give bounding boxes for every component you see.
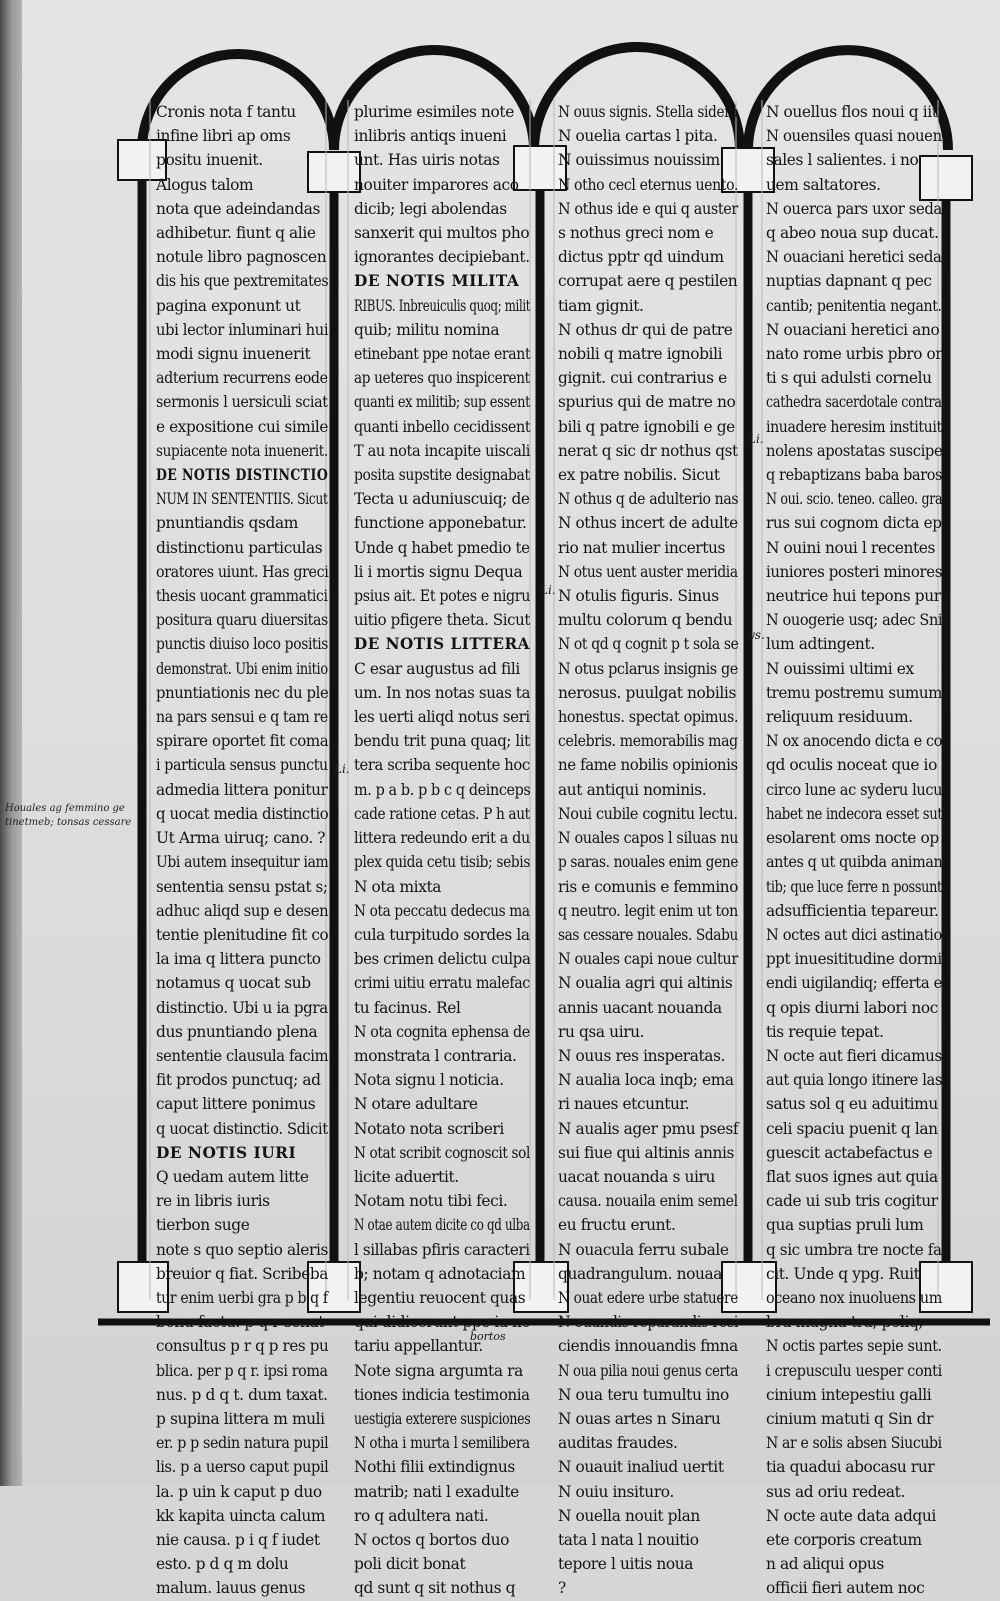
manuscript-line: endi uigilandiq; efferta e	[766, 974, 943, 993]
manuscript-line: N octes aut dici astinatio	[766, 925, 942, 944]
manuscript-line: neutrice hui tepons pur	[766, 587, 941, 606]
manuscript-line: rus sui cognom dicta ep	[766, 514, 942, 533]
manuscript-line: tepore l uitis noua	[558, 1555, 693, 1574]
manuscript-line: Notato nota scriberi	[354, 1119, 504, 1138]
manuscript-line: N ouiu insituro.	[558, 1482, 674, 1501]
manuscript-line: N ota cognita ephensa de	[354, 1022, 530, 1041]
manuscript-line: celebris. memorabilis mag	[558, 732, 738, 751]
manuscript-line: Nothi filii extindignus	[354, 1458, 515, 1477]
manuscript-line: tiam gignit.	[558, 296, 644, 315]
manuscript-line: Unde q habet pmedio te	[354, 538, 530, 557]
manuscript-line: esolarent oms nocte op	[766, 829, 939, 848]
manuscript-line: nato rome urbis pbro or	[766, 345, 943, 364]
manuscript-line: RIBUS. Inbreuiculis quoq; milit	[354, 296, 531, 315]
manuscript-line: Notam notu tibi feci.	[354, 1192, 508, 1211]
manuscript-line: um. In nos notas suas ta	[354, 683, 531, 702]
manuscript-line: N octos q bortos duo	[354, 1530, 509, 1549]
manuscript-line: legentiu reuocent quas	[354, 1288, 526, 1307]
manuscript-line: reliquum residuum.	[766, 708, 913, 727]
manuscript-line: N oualia agri qui altinis	[558, 974, 733, 993]
manuscript-line: gignit. cui contrarius e	[558, 369, 727, 388]
manuscript-line: punctis diuiso loco positis	[156, 635, 329, 654]
manuscript-line: N ota peccatu dedecus ma	[354, 901, 530, 920]
text-column-1	[156, 100, 329, 1598]
manuscript-line: N ouissimus nouissim	[558, 151, 720, 170]
manuscript-line: tur enim uerbi gra p b q f	[156, 1288, 328, 1307]
manuscript-line: uitio pfigere theta. Sicut	[354, 611, 530, 630]
manuscript-line: qd oculis noceat que io	[766, 756, 937, 775]
manuscript-line: N otus pclarus insignis ge	[558, 659, 738, 678]
manuscript-line: N ouales capi noue cultur	[558, 950, 738, 969]
manuscript-line: tentie plenitudine fit co	[156, 925, 329, 944]
manuscript-line: cinium matuti q Sin dr	[766, 1409, 934, 1428]
manuscript-line: ignorantes decipiebant.	[354, 248, 530, 267]
manuscript-line: ppt inuesititudine dormi	[766, 950, 942, 969]
manuscript-line: thesis uocant grammatici	[156, 587, 328, 606]
manuscript-line: multu colorum q bendu	[558, 611, 733, 630]
manuscript-line: DE NOTIS DISTINCTIO	[156, 466, 329, 485]
manuscript-line: q abeo noua sup ducat.	[766, 224, 939, 243]
manuscript-line: Note signa argumta ra	[354, 1361, 523, 1380]
manuscript-line: N othus dr qui de patre	[558, 320, 733, 339]
text-column-2	[354, 100, 531, 1598]
manuscript-line: quadrangulum. nouaa	[558, 1264, 723, 1283]
manuscript-line: n ad aliqui opus	[766, 1555, 884, 1574]
manuscript-line: dis his que pextremitates	[156, 272, 329, 291]
manuscript-line: N ouella nouit plan	[558, 1506, 700, 1525]
manuscript-line: positu inuenit.	[156, 151, 263, 170]
manuscript-line: adterium recurrens eode	[156, 369, 328, 388]
manuscript-line: N aualia loca inqb; ema	[558, 1071, 734, 1090]
manuscript-line: nerosus. puulgat nobilis	[558, 683, 736, 702]
manuscript-line: tremu postremu sumum	[766, 683, 943, 702]
manuscript-line: functione apponebatur.	[354, 514, 527, 533]
manuscript-line: N ouauit inaliud uertit	[558, 1458, 724, 1477]
manuscript-line: cantib; penitentia negant.	[766, 296, 942, 315]
manuscript-line: N otha i murta l semilibera	[354, 1434, 530, 1453]
manuscript-line: honestus. spectat opimus.	[558, 708, 739, 727]
manuscript-line: N ouini noui l recentes	[766, 538, 936, 557]
manuscript-line: N ouat edere urbe statuere	[558, 1288, 738, 1307]
manuscript-line: DE NOTIS IURI	[156, 1143, 297, 1162]
manuscript-line: spurius qui de matre no	[558, 393, 736, 412]
manuscript-line: N ouales capos l siluas nu	[558, 829, 739, 848]
manuscript-line: tiones indicia testimonia	[354, 1385, 530, 1404]
manuscript-line: N ouandis reparandis resi	[558, 1313, 739, 1332]
manuscript-line: circo lune ac syderu lucu	[766, 780, 943, 799]
manuscript-line: modi signu inuenerit	[156, 345, 311, 364]
manuscript-line: infine libri ap oms	[156, 127, 291, 146]
manuscript-line: cula turpitudo sordes la	[354, 925, 530, 944]
manuscript-line: sermonis l uersiculi sciat	[156, 393, 328, 412]
manuscript-line: N aualis ager pmu psesf	[558, 1119, 739, 1138]
manuscript-line: demonstrat. Ubi enim initio	[156, 659, 328, 678]
manuscript-line: re in libris iuris	[156, 1192, 270, 1211]
manuscript-line: monstrata l contraria.	[354, 1046, 517, 1065]
manuscript-line: N otus uent auster meridia	[558, 562, 738, 581]
manuscript-line: Ut Arma uiruq; cano. ?	[156, 829, 326, 848]
manuscript-line: qua suptias pruli lum	[766, 1216, 924, 1235]
manuscript-line: uestigia exterere suspiciones	[354, 1409, 531, 1428]
manuscript-line: tia quadui abocasu rur	[766, 1458, 935, 1477]
manuscript-line: nouiter imparores aco	[354, 175, 519, 194]
manuscript-line: b; notam q adnotaciam	[354, 1264, 526, 1283]
manuscript-line: li i mortis signu Dequa	[354, 562, 523, 581]
manuscript-line: N ouissimi ultimi ex	[766, 659, 914, 678]
manuscript-line: nobili q matre ignobili	[558, 345, 723, 364]
manuscript-line: etinebant ppe notae erant	[354, 345, 531, 364]
manuscript-line: Noui cubile cognitu lectu.	[558, 804, 738, 823]
manuscript-line: dicib; legi abolendas	[354, 199, 507, 218]
manuscript-line: er. p p sedin natura pupil	[156, 1434, 329, 1453]
manuscript-line: aut quia longo itinere las	[766, 1071, 942, 1090]
manuscript-line: N othus q de adulterio nas	[558, 490, 739, 509]
manuscript-line: N ox anocendo dicta e co	[766, 732, 943, 751]
manuscript-line: ti s qui adulsti cornelu	[766, 369, 932, 388]
manuscript-line: ?	[558, 1579, 566, 1598]
manuscript-line: tata l nata l nouitio	[558, 1530, 699, 1549]
manuscript-line: oceano nox inuoluens um	[766, 1288, 942, 1307]
manuscript-line: i crepusculu uesper conti	[766, 1361, 942, 1380]
manuscript-line: poli dicit bonat	[354, 1555, 466, 1574]
manuscript-line: cade ratione cetas. P h aut	[354, 804, 530, 823]
manuscript-line: N ouaciani heretici ano	[766, 320, 940, 339]
manuscript-line: N otat scribit cognoscit sol	[354, 1143, 530, 1162]
manuscript-line: pnuntiandis qsdam	[156, 514, 298, 533]
manuscript-line: NUM IN SENTENTIIS. Sicut	[156, 490, 328, 509]
manuscript-line: iuniores posteri minores	[766, 562, 943, 581]
manuscript-line: DE NOTIS MILITA	[354, 272, 520, 291]
manuscript-line: p supina littera m muli	[156, 1409, 325, 1428]
text-column-4	[766, 100, 943, 1598]
margin-note: ys.	[748, 628, 765, 642]
manuscript-line: inlibris antiqs inueni	[354, 127, 507, 146]
manuscript-line: quib; militu nomina	[354, 320, 500, 339]
catchword: bortos	[470, 1330, 506, 1343]
manuscript-line: esto. p d q m dolu	[156, 1555, 289, 1574]
manuscript-line: quanti ex militib; sup essent	[354, 393, 530, 412]
manuscript-line: ap ueteres quo inspicerent	[354, 369, 530, 388]
manuscript-line: DE NOTIS LITTERA	[354, 635, 530, 654]
manuscript-line: les uerti aliqd notus seri	[354, 708, 530, 727]
manuscript-line: N oua teru tumultu ino	[558, 1385, 729, 1404]
manuscript-line: sales l salientes. i no	[766, 151, 919, 170]
manuscript-line: N otulis figuris. Sinus	[558, 587, 719, 606]
manuscript-line: N ouerca pars uxor seda	[766, 199, 942, 218]
manuscript-line: aut antiqui nominis.	[558, 780, 707, 799]
manuscript-line: T au nota incapite uiscali	[354, 441, 531, 460]
manuscript-line: psius ait. Et potes e nigru	[354, 587, 531, 606]
margin-note: Li.	[748, 432, 764, 446]
manuscript-line: tariu appellantur.	[354, 1337, 483, 1356]
manuscript-line: cathedra sacerdotale contra	[766, 393, 942, 412]
manuscript-line: N oui. scio. teneo. calleo. gra	[766, 490, 943, 509]
manuscript-line: spirare oportet fit coma	[156, 732, 329, 751]
manuscript-line: C esar augustus ad fili	[354, 659, 520, 678]
manuscript-line: notule libro pagnoscen	[156, 248, 327, 267]
manuscript-line: satus sol q eu aduitimu	[766, 1095, 938, 1114]
manuscript-line: unt. Has uiris notas	[354, 151, 500, 170]
manuscript-line: crimi uitiu erratu malefac	[354, 974, 530, 993]
manuscript-line: note s quo septio aleris	[156, 1240, 328, 1259]
manuscript-line: antes q ut quibda animan	[766, 853, 943, 872]
manuscript-line: nerat q sic dr nothus qst	[558, 441, 738, 460]
manuscript-line: pnuntiationis nec du ple	[156, 683, 329, 702]
manuscript-line: i particula sensus punctu	[156, 756, 328, 775]
manuscript-line: s nothus greci nom e	[558, 224, 714, 243]
manuscript-line: N ouas artes n Sinaru	[558, 1409, 721, 1428]
manuscript-line: bes crimen delictu culpa	[354, 950, 531, 969]
manuscript-line: ete corporis creatum	[766, 1530, 922, 1549]
manuscript-line: Tecta u aduniuscuiq; de	[354, 490, 530, 509]
manuscript-line: eu fructu erunt.	[558, 1216, 676, 1235]
manuscript-line: N ouellus flos noui q iiti	[766, 103, 943, 121]
manuscript-line: nota que adeindandas	[156, 199, 321, 218]
manuscript-line: ru qsa uiru.	[558, 1022, 645, 1041]
manuscript-line: N octis partes sepie sunt.	[766, 1337, 942, 1356]
manuscript-line: ubi lector inluminari hui	[156, 320, 329, 339]
manuscript-line: la. p uin k caput p duo	[156, 1482, 322, 1501]
manuscript-line: N ar e solis absen Siucubi	[766, 1434, 942, 1453]
manuscript-line: bendu trit puna quaq; lit	[354, 732, 530, 751]
manuscript-line: uacat nouanda s uiru	[558, 1167, 715, 1186]
manuscript-line: nolens apostatas suscipe	[766, 441, 943, 460]
manuscript-line: qui didicerunt ppe ia no	[354, 1313, 531, 1332]
manuscript-line: N octe aute data adqui	[766, 1506, 936, 1525]
manuscript-line: cinium intepestiu galli	[766, 1385, 932, 1404]
manuscript-line: N octe aut fieri dicamus	[766, 1046, 942, 1065]
manuscript-line: N ouensiles quasi nouen	[766, 127, 942, 146]
manuscript-line: m. p a b. p b c q deinceps	[354, 780, 531, 799]
manuscript-line: N otho cecl eternus uento.	[558, 175, 739, 194]
manuscript-line: ris e comunis e femmino	[558, 877, 738, 896]
manuscript-line: uem saltatores.	[766, 175, 881, 194]
manuscript-line: tierbon suge	[156, 1216, 250, 1235]
manuscript-line: consultus p r q p res pu	[156, 1337, 329, 1356]
manuscript-line: malum. lauus genus	[156, 1579, 306, 1598]
manuscript-line: N otae autem dicite co qd ulba	[354, 1216, 530, 1235]
manuscript-line: supiacente nota inuenerit.	[156, 441, 328, 460]
manuscript-line: admedia littera ponitur	[156, 780, 328, 799]
manuscript-line: e expositione cui simile	[156, 417, 329, 436]
manuscript-line: N othus incert de adulte	[558, 514, 738, 533]
manuscript-line: annis uacant nouanda	[558, 998, 722, 1017]
manuscript-line: N ouaciani heretici seda	[766, 248, 942, 267]
manuscript-line: kk kapita uincta calum	[156, 1506, 326, 1525]
manuscript-line: celi spaciu puenit q lan	[766, 1119, 938, 1138]
manuscript-line: inuadere heresim instituit	[766, 417, 942, 436]
manuscript-line: tu facinus. Rel	[354, 998, 461, 1017]
manuscript-line: q neutro. legit enim ut ton	[558, 901, 738, 920]
margin-gloss-line: tinetmeb; tonsas cessare	[5, 817, 132, 828]
manuscript-line: sas cessare nouales. Sdabu	[558, 925, 738, 944]
manuscript-line: nuptias dapnant q pec	[766, 272, 932, 291]
manuscript-line: Cronis nota f tantu	[156, 103, 296, 121]
manuscript-line: na pars sensui e q tam re	[156, 708, 328, 727]
manuscript-line: tis requie tepat.	[766, 1022, 884, 1041]
margin-gloss-line: Houales ag femmino ge	[5, 803, 125, 814]
manuscript-line: ne fame nobilis opinionis	[558, 756, 738, 775]
manuscript-line: sententie clausula facim	[156, 1046, 329, 1065]
manuscript-line: N oua pilia noui genus certa	[558, 1361, 738, 1380]
manuscript-line: lum adtingent.	[766, 635, 875, 654]
manuscript-line: distinctio. Ubi u ia pgra	[156, 998, 328, 1017]
manuscript-line: bonu factu. p q r senat	[156, 1313, 325, 1332]
margin-note: Li.	[334, 762, 350, 776]
manuscript-line: Ubi autem insequitur iam	[156, 853, 329, 872]
manuscript-line: caput littere ponimus	[156, 1095, 316, 1114]
manuscript-line: positura quaru diuersitas	[156, 611, 328, 630]
manuscript-line: Nota signu l noticia.	[354, 1071, 504, 1090]
manuscript-line: plurime esimiles note	[354, 103, 514, 121]
manuscript-line: dictus pptr qd uindum	[558, 248, 724, 267]
manuscript-line: adhuc aliqd sup e desen	[156, 901, 329, 920]
manuscript-line: cade ui sub tris cogitur	[766, 1192, 938, 1211]
manuscript-line: adsufficientia tepareur.	[766, 901, 939, 920]
manuscript-line: Alogus talom	[156, 175, 254, 194]
manuscript-line: q uocat media distinctio	[156, 804, 329, 823]
manuscript-line: posita supstite designabat	[354, 466, 530, 485]
manuscript-line: N ouogerie usq; adec Sni	[766, 611, 943, 630]
manuscript-line: la ima q littera puncto	[156, 950, 321, 969]
manuscript-line: cit. Unde q ypg. Ruit	[766, 1264, 920, 1283]
manuscript-line: lis. p a uerso caput pupil	[156, 1458, 329, 1477]
manuscript-line: causa. nouaila enim semel	[558, 1192, 738, 1211]
manuscript-line: N ouacula ferru subale	[558, 1240, 729, 1259]
manuscript-line: ex patre nobilis. Sicut	[558, 466, 720, 485]
manuscript-line: littera redeundo erit a du	[354, 829, 530, 848]
manuscript-line: adhibetur. fiunt q alie	[156, 224, 316, 243]
manuscript-line: bili q patre ignobili e ge	[558, 417, 735, 436]
manuscript-line: ri naues etcuntur.	[558, 1095, 690, 1114]
manuscript-line: dus pnuntiando plena	[156, 1022, 318, 1041]
manuscript-line: qd sunt q sit nothus q	[354, 1579, 516, 1598]
manuscript-line: breuior q fiat. Scribeba	[156, 1264, 328, 1283]
manuscript-line: oratores uiunt. Has greci	[156, 562, 329, 581]
manuscript-line: habet ne indecora esset sut	[766, 804, 943, 823]
manuscript-line: N ouelia cartas l pita.	[558, 127, 718, 146]
manuscript-line: flat suos ignes aut quia	[766, 1167, 938, 1186]
manuscript-line: sanxerit qui multos pho	[354, 224, 530, 243]
manuscript-line: N ouus res insperatas.	[558, 1046, 726, 1065]
manuscript-line: N ot qd q cognit p t sola se	[558, 635, 739, 654]
manuscript-line: p saras. nouales enim gene	[558, 853, 739, 872]
manuscript-line: guescit actabefactus e	[766, 1143, 933, 1162]
manuscript-line: ciendis innouandis fmna	[558, 1337, 738, 1356]
manuscript-line: rio nat mulier incertus	[558, 538, 726, 557]
text-column-3	[558, 100, 739, 1598]
manuscript-line: blica. per p q r. ipsi roma	[156, 1361, 328, 1380]
manuscript-line: N ouus signis. Stella sidera	[558, 103, 739, 121]
manuscript-line: notamus q uocat sub	[156, 974, 311, 993]
manuscript-line: ro q adultera nati.	[354, 1506, 489, 1525]
manuscript-line: pagina exponunt ut	[156, 296, 301, 315]
manuscript-line: q uocat distinctio. Sdicit	[156, 1119, 328, 1138]
manuscript-line: q opis diurni labori noc	[766, 998, 938, 1017]
manuscript-line: matrib; nati l exadulte	[354, 1482, 519, 1501]
manuscript-line: sui fiue qui altinis annis	[558, 1143, 734, 1162]
manuscript-line: tib; que luce ferre n possunt	[766, 877, 942, 896]
manuscript-line: sus ad oriu redeat.	[766, 1482, 905, 1501]
manuscript-line: fit prodos punctuq; ad	[156, 1071, 321, 1090]
manuscript-line: nus. p d q t. dum taxat.	[156, 1385, 328, 1404]
manuscript-line: bra magna tra; poliq;	[766, 1313, 924, 1332]
margin-note: Li.	[540, 583, 556, 597]
manuscript-line: distinctionu particulas	[156, 538, 323, 557]
manuscript-line: N ota mixta	[354, 877, 442, 896]
manuscript-line: auditas fraudes.	[558, 1434, 678, 1453]
manuscript-line: licite aduertit.	[354, 1167, 459, 1186]
manuscript-line: tera scriba sequente hoc	[354, 756, 530, 775]
manuscript-line: Q uedam autem litte	[156, 1167, 309, 1186]
manuscript-line: q rebaptizans baba baros	[766, 466, 943, 485]
manuscript-line: nie causa. p i q f iudet	[156, 1530, 320, 1549]
manuscript-line: corrupat aere q pestilen	[558, 272, 738, 291]
manuscript-line: sententia sensu pstat s;	[156, 877, 328, 896]
manuscript-line: plex quida cetu tisib; sebis	[354, 853, 531, 872]
manuscript-line: q sic umbra tre nocte fa	[766, 1240, 942, 1259]
manuscript-line: N otare adultare	[354, 1095, 478, 1114]
manuscript-line: N othus ide e qui q auster	[558, 199, 738, 218]
manuscript-line: l sillabas pfiris caracteri	[354, 1240, 530, 1259]
manuscript-line: quanti inbello cecidissent	[354, 417, 531, 436]
manuscript-line: officii fieri autem noc	[766, 1579, 925, 1598]
